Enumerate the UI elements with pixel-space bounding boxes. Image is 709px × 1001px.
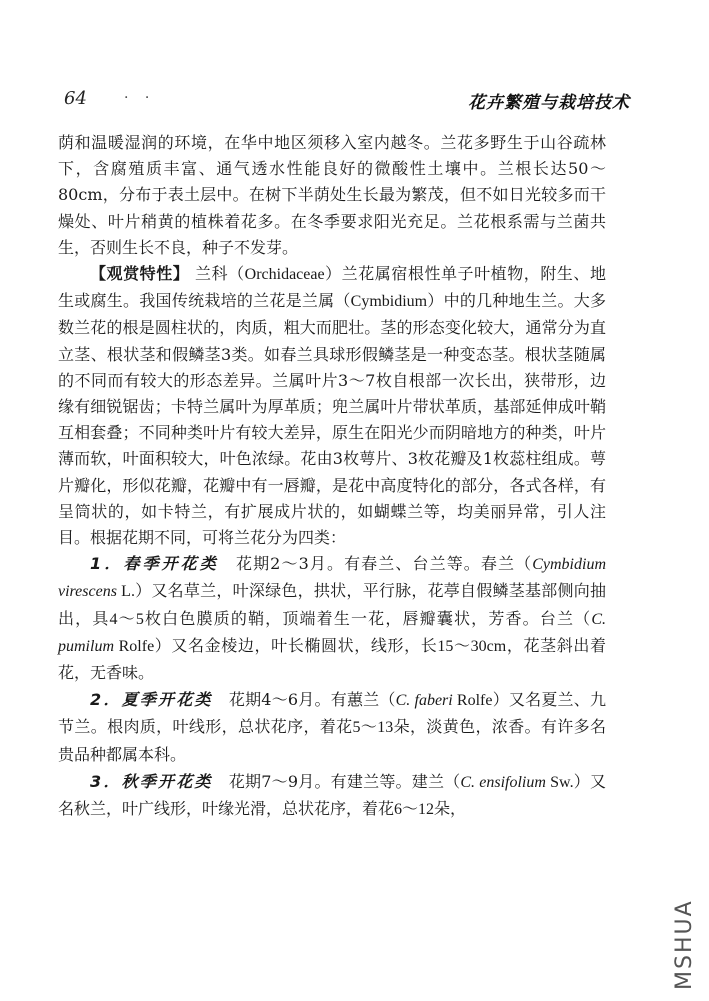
running-title: 花卉繁殖与栽培技术 bbox=[468, 93, 630, 113]
subheading-autumn: 3．秋季开花类 bbox=[90, 771, 213, 791]
text-run: Sw.）又名秋兰，叶广线形，叶缘光滑，总状花序，着花6～12朵， bbox=[58, 773, 606, 819]
paragraph-ornamental-traits bbox=[58, 261, 606, 551]
text-run: 兰科（ bbox=[189, 264, 245, 284]
text-run: Rolfe）又名金棱边，叶长椭圆状，线形，长15～30cm，花茎斜出着花，无香味。 bbox=[58, 637, 606, 683]
text-run: 花期4～6月。有蕙兰（ bbox=[212, 690, 396, 710]
subheading-summer: 2．夏季开花类 bbox=[90, 690, 213, 710]
latin-name: Cymbidium virescens bbox=[58, 556, 606, 601]
text-run: ）兰花属宿根性单子叶植物，附生、地生或腐生。我国传统栽培的兰花是兰属（ bbox=[58, 264, 606, 311]
latin-name: C. pumilum bbox=[58, 610, 606, 655]
section-heading-ornamental: 【观赏特性】 bbox=[90, 264, 190, 284]
page-header bbox=[64, 88, 630, 112]
paragraph-continuation: 荫和温暖湿润的环境，在华中地区须移入室内越冬。兰花多野生于山谷疏林下，含腐殖质丰富、通气透水性能良好的微酸性土壤中。兰根长达50～80cm，分布于表土层中。在树下半荫处生长最为繁茂，但不如日光较多而干燥处、叶片稍黄的植株着花多。在冬季要求阳光充足。兰花根系需与兰菌共生，否则生长不良，种子不发芽。 bbox=[58, 133, 606, 257]
paragraph-summer-flowering bbox=[58, 687, 606, 769]
text-run: ）中的几种地生兰。大多数兰花的根是圆柱状的，肉质，粗大而肥壮。茎的形态变化较大，通常分为直立茎、根状茎和假鳞茎3类。如春兰具球形假鳞茎是一种变态茎。根状茎随属的不同而有较大的形态差异。兰属叶片3～7枚自根部一次长出，狭带形，边缘有细锐锯齿；卡特兰属叶为厚革质；兜兰属叶片带状革质，基部延伸成叶鞘互相套叠；不同种类叶片有较大差异，原生在阳光少而阴暗地方的种类，叶片薄而软，叶面积较大，叶色浓绿。花由3枚萼片、3枚花瓣及1枚蕊柱组成。萼片瓣化，形似花瓣，花瓣中有一唇瓣，是花中高度特化的部分，各式各样，有呈筒状的，如卡特兰，有扩展成片状的，如蝴蝶兰等，均美丽异常，引人注目。根据花期不同，可将兰花分为四类： bbox=[58, 291, 606, 548]
text-run: Rolfe）又名夏兰、九节兰。根肉质，叶线形，总状花序，着花5～13朵，淡黄色，浓香。有许多名贵品种都属本科。 bbox=[58, 692, 606, 764]
latin-name: Cymbidium bbox=[350, 293, 428, 311]
subheading-spring: 1．春季开花类 bbox=[90, 554, 219, 574]
page-body bbox=[58, 130, 606, 823]
paragraph-spring-flowering bbox=[58, 551, 606, 687]
header-dots: · · bbox=[124, 90, 156, 106]
latin-name: C. ensifolium bbox=[460, 773, 546, 791]
page-number: 64 bbox=[64, 88, 87, 109]
watermark-text: MSHUA bbox=[672, 899, 697, 990]
latin-name: Orchidaceae bbox=[244, 266, 325, 284]
text-run: L.）又名草兰，叶深绿色，拱状，平行脉，花葶自假鳞茎基部侧向抽出，具4～5枚白色膜质的鞘，顶端着生一花，唇瓣囊状，芳香。台兰（ bbox=[58, 583, 606, 628]
latin-name: C. faberi bbox=[395, 692, 453, 710]
paragraph-autumn-flowering bbox=[58, 769, 606, 823]
text-run: 花期7～9月。有建兰等。建兰（ bbox=[212, 771, 461, 791]
text-run: 花期2～3月。有春兰、台兰等。春兰（ bbox=[218, 554, 533, 574]
